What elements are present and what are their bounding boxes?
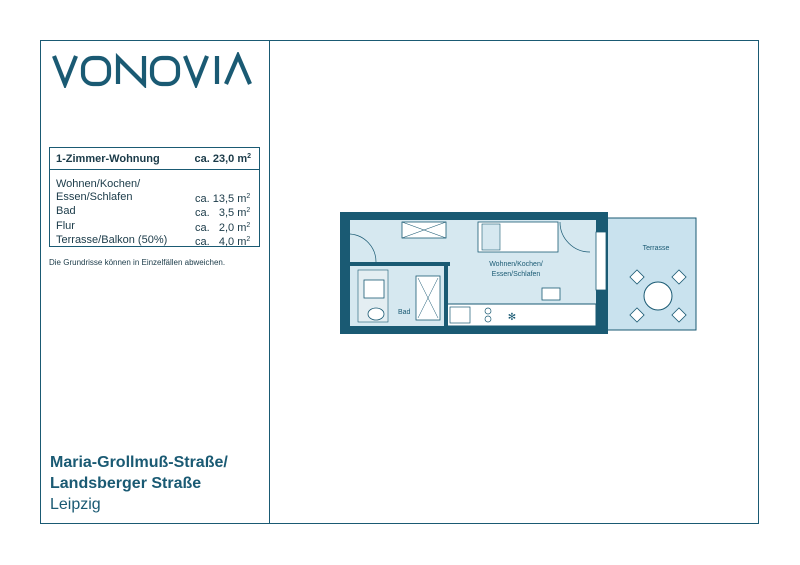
room-label-2: Essen/Schlafen [491,271,541,278]
sink [364,280,384,298]
bath-label: Bad [398,309,411,316]
logo-wordmark [52,52,256,88]
area-table [49,147,260,247]
column-divider [269,40,270,524]
address-line-2: Landsberger Straße [50,475,202,492]
address-line-1: Maria-Grollmuß-Straße/ [50,454,228,471]
floor-plan [336,210,700,341]
sink-unit [450,307,470,323]
vonovia-logo [52,52,256,93]
address-block [50,452,228,515]
area-row: Wohnen/Kochen/ [56,178,141,190]
toilet [368,308,384,320]
total-area: ca. 23,0 $m^2$ [194,152,251,165]
terrace-label: Terrasse [642,245,670,252]
bed-pillow [482,224,500,250]
disclaimer-note: Die Grundrisse können in Einzelfällen abweichen. [49,258,226,267]
terrace-window [596,232,606,290]
address-city: Leipzig [50,496,101,513]
apartment-type: 1-Zimmer-Wohnung [56,152,160,165]
area-row: Terrasse/Balkon (50%) ca. 4,0 $m^2$ [56,234,251,248]
area-table-header [50,148,259,170]
fridge-icon: ✻ [507,312,517,323]
area-row: Essen/Schlafen ca. 13,5 $m^2$ [56,190,251,205]
bath-wall [350,262,450,266]
room-label-1: Wohnen/Kochen/ [489,261,543,268]
floor-plan-drawing [336,210,700,336]
area-row: Flur ca. 2,0 $m^2$ [56,219,251,234]
terrace-table [644,282,672,310]
chair [542,288,560,300]
area-row: Bad ca. 3,5 $m^2$ [56,205,251,219]
area-rows [50,170,259,249]
bath-side-wall [444,266,448,326]
